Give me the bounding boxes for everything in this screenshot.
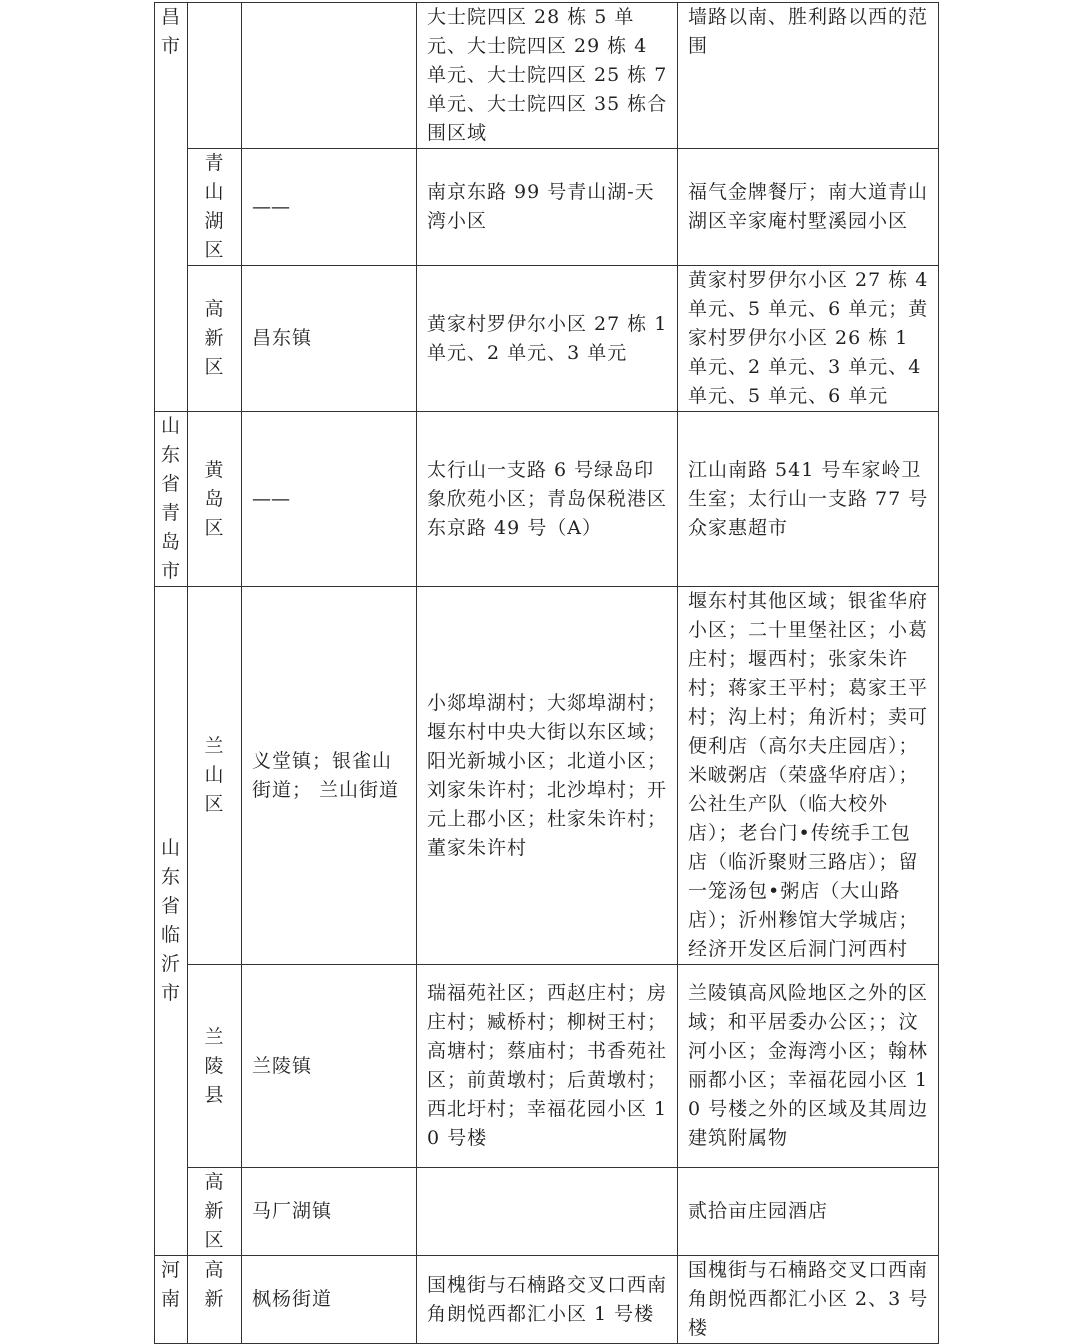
low-risk-cell xyxy=(678,266,939,412)
town-cell xyxy=(242,266,417,412)
table-row xyxy=(155,412,939,587)
table-row xyxy=(155,3,939,149)
low-risk-cell xyxy=(678,1256,939,1344)
town-name: 枫杨街道 xyxy=(252,1288,333,1310)
high-risk-cell xyxy=(417,965,678,1168)
district-cell xyxy=(188,149,242,266)
district-cell xyxy=(188,965,242,1168)
low-risk-cell xyxy=(678,1168,939,1256)
high-risk-cell xyxy=(417,412,678,587)
district-name: 青山湖区 xyxy=(204,152,225,261)
city-cell xyxy=(155,587,188,1256)
city-name: 山东省青岛市 xyxy=(160,415,181,582)
town-name: —— xyxy=(252,195,290,218)
district-cell xyxy=(188,266,242,412)
low-risk-text: 国槐街与石楠路交叉口西南角朗悦西都汇小区 2、3 号楼 xyxy=(688,1259,929,1339)
high-risk-cell xyxy=(417,149,678,266)
town-name: 兰陵镇 xyxy=(252,1054,313,1077)
table-row xyxy=(155,149,939,266)
town-cell xyxy=(242,412,417,587)
town-name: 昌东镇 xyxy=(252,327,313,349)
low-risk-text: 福气金牌餐厅；南大道青山湖区辛家庵村墅溪园小区 xyxy=(688,181,929,232)
table-row xyxy=(155,1256,939,1344)
district-cell xyxy=(188,412,242,587)
low-risk-text: 墙路以南、胜利路以西的范围 xyxy=(688,6,929,57)
district-name: 高新区 xyxy=(204,1171,225,1251)
low-risk-cell xyxy=(678,965,939,1168)
district-name: 黄岛区 xyxy=(204,458,225,539)
district-cell xyxy=(188,3,242,149)
high-risk-text: 太行山一支路 6 号绿岛印象欣苑小区；青岛保税港区东京路 49 号（A） xyxy=(427,458,668,539)
district-cell xyxy=(188,1168,242,1256)
high-risk-text: 国槐街与石楠路交叉口西南角朗悦西都汇小区 1 号楼 xyxy=(427,1273,668,1325)
high-risk-text: 黄家村罗伊尔小区 27 栋 1 单元、2 单元、3 单元 xyxy=(427,312,668,364)
table-row xyxy=(155,1168,939,1256)
low-risk-cell xyxy=(678,587,939,965)
town-cell xyxy=(242,1256,417,1344)
low-risk-cell xyxy=(678,3,939,149)
table-row xyxy=(155,266,939,412)
high-risk-text: 小郯埠湖村；大郯埠湖村；堰东村中央大街以东区域；阳光新城小区；北道小区；刘家朱许村；北沙埠村；开元上郡小区；杜家朱许村；董家朱许村 xyxy=(427,691,668,859)
high-risk-cell xyxy=(417,1256,678,1344)
town-cell xyxy=(242,149,417,266)
high-risk-cell xyxy=(417,587,678,965)
district-cell xyxy=(188,1256,242,1344)
city-name: 河南 xyxy=(160,1259,181,1310)
city-name: 山东省临沂市 xyxy=(160,837,181,1004)
town-cell xyxy=(242,965,417,1168)
low-risk-cell xyxy=(678,412,939,587)
town-cell xyxy=(242,3,417,149)
high-risk-cell xyxy=(417,3,678,149)
town-name: 马厂湖镇 xyxy=(252,1200,333,1222)
low-risk-text: 黄家村罗伊尔小区 27 栋 4 单元、5 单元、6 单元；黄家村罗伊尔小区 26 栋 1 单元、2 单元、3 单元、4 单元、5 单元、6 单元 xyxy=(688,269,929,407)
high-risk-text: 瑞福苑社区；西赵庄村；房庄村；臧桥村；柳树王村；高塘村；蔡庙村；书香苑社区；前黄墩村；后黄墩村；西北圩村；幸福花园小区 10 号楼 xyxy=(427,982,668,1149)
high-risk-text: 南京东路 99 号青山湖-天湾小区 xyxy=(427,181,655,232)
district-name: 高新区 xyxy=(204,298,225,378)
town-cell xyxy=(242,587,417,965)
low-risk-text: 兰陵镇高风险地区之外的区域；和平居委办公区；；汶河小区；金海湾小区；翰林丽都小区；幸福花园小区 10 号楼之外的区域及其周边建筑附属物 xyxy=(688,982,929,1149)
district-name: 高新 xyxy=(204,1259,225,1310)
city-cell xyxy=(155,412,188,587)
high-risk-cell xyxy=(417,266,678,412)
district-name: 兰山区 xyxy=(204,735,225,815)
city-name: 昌市 xyxy=(160,6,181,57)
low-risk-text: 贰拾亩庄园酒店 xyxy=(688,1200,829,1222)
district-cell xyxy=(188,587,242,965)
low-risk-cell xyxy=(678,149,939,266)
town-cell xyxy=(242,1168,417,1256)
table-row xyxy=(155,587,939,965)
table-row xyxy=(155,965,939,1168)
risk-area-table xyxy=(154,2,939,1344)
town-name: —— xyxy=(252,487,290,510)
city-cell xyxy=(155,3,188,412)
district-name: 兰陵县 xyxy=(204,1025,225,1106)
high-risk-text: 大士院四区 28 栋 5 单元、大士院四区 29 栋 4 单元、大士院四区 25 栋 7 单元、大士院四区 35 栋合围区域 xyxy=(427,6,668,144)
high-risk-cell xyxy=(417,1168,678,1256)
low-risk-text: 堰东村其他区域；银雀华府小区；二十里堡社区；小葛庄村；堰西村；张家朱许村；蒋家王平村；葛家王平村；沟上村；角沂村；卖可便利店（高尔夫庄园店）；米啵粥店（荣盛华府店）；公社生产队（临大校外店）；老台门•传统手工包店（临沂聚财三路店）；留一笼汤包•粥店（大山路店）；沂州糁馆大学城店；经济开发区后洞门河西村 xyxy=(688,590,929,960)
low-risk-text: 江山南路 541 号车家岭卫生室；太行山一支路 77 号众家惠超市 xyxy=(688,458,929,539)
town-name: 义堂镇；银雀山街道； 兰山街道 xyxy=(252,749,400,801)
city-cell xyxy=(155,1256,188,1344)
